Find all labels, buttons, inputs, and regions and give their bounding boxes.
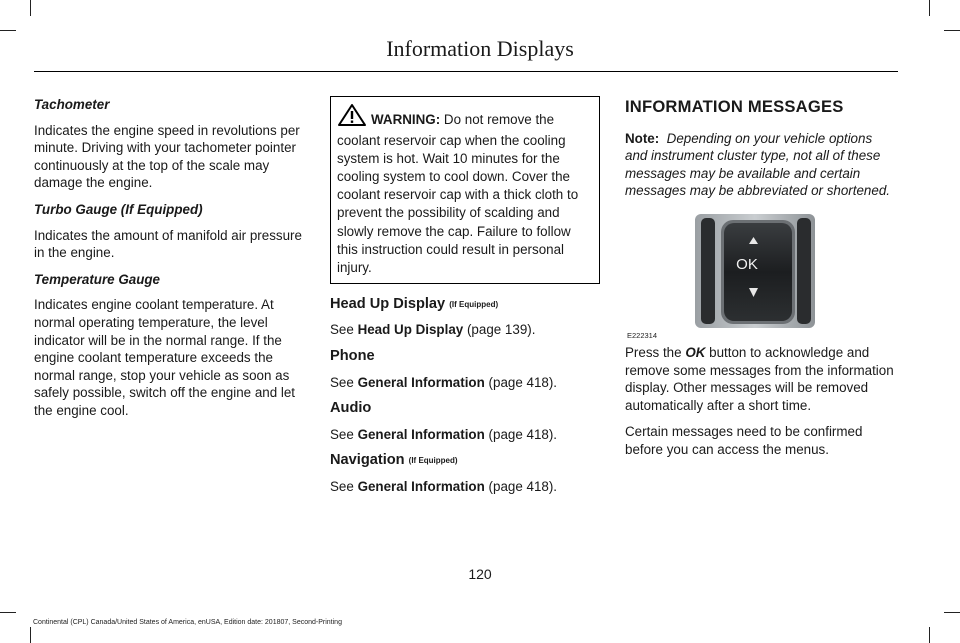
warning-box xyxy=(330,96,600,284)
turbo-text: Indicates the amount of manifold air pressure in the engine. xyxy=(34,227,302,261)
temperature-text: Indicates engine coolant temperature. At normal operating temperature, the level indicator will be in the normal range. If the engine coolant temperature exceeds the normal range, stop your vehicle as soon as safely possible, switch off the engine and let the engine cool. xyxy=(34,297,296,418)
footer-edition-info: Continental (CPL) Canada/United States of America, enUSA, Edition date: 201807, Second-Printing xyxy=(33,619,342,626)
right-column xyxy=(625,96,897,468)
note xyxy=(625,130,897,200)
header-divider xyxy=(34,71,898,72)
page-number: 120 xyxy=(468,566,492,582)
ok-button-label: OK xyxy=(736,255,758,273)
phone-heading: Phone xyxy=(330,348,375,365)
navigation-qualifier: (If Equipped) xyxy=(408,456,458,466)
crop-mark xyxy=(929,627,930,643)
figure-code: E222314 xyxy=(627,330,658,340)
warning-label: WARNING: xyxy=(371,112,441,127)
page-title: Information Displays xyxy=(386,36,574,61)
hud-link[interactable]: Head Up Display xyxy=(357,322,464,338)
middle-column xyxy=(330,96,600,505)
audio-link[interactable]: General Information xyxy=(357,426,485,442)
hud-qualifier: (If Equipped) xyxy=(449,299,499,309)
left-column xyxy=(34,96,306,429)
crop-mark xyxy=(30,0,31,16)
hud-reference: See Head Up Display (page 139). xyxy=(330,322,536,338)
tachometer-heading: Tachometer xyxy=(34,97,110,112)
steering-ok-button-illustration xyxy=(695,214,815,328)
navigation-link[interactable]: General Information xyxy=(357,479,485,494)
navigation-heading: Navigation (If Equipped) xyxy=(330,452,458,469)
temperature-heading: Temperature Gauge xyxy=(34,271,161,287)
note-text: Depending on your vehicle options and instrument cluster type, not all of these messages may be available and certain messages may be abbreviated or shortened. xyxy=(625,130,890,199)
confirm-text: Certain messages need to be confirmed before you can access the menus. xyxy=(625,424,863,457)
crop-mark xyxy=(929,0,930,16)
hud-heading: Head Up Display (If Equipped) xyxy=(330,295,499,312)
information-messages-heading: INFORMATION MESSAGES xyxy=(625,97,844,116)
audio-heading: Audio xyxy=(330,400,372,417)
ok-instruction-text: Press the OK button to acknowledge and remove some messages from the information display. Other messages will be removed automatically after a short time. xyxy=(625,344,894,413)
turbo-heading: Turbo Gauge (If Equipped) xyxy=(34,201,203,217)
crop-mark xyxy=(0,30,16,31)
phone-link[interactable]: General Information xyxy=(357,374,485,390)
phone-reference: See General Information (page 418). xyxy=(330,374,558,390)
crop-mark xyxy=(30,627,31,643)
tachometer-text: Indicates the engine speed in revolutions per minute. Driving with your tachometer pointer continuously at the top of the scale may damage the engine. xyxy=(34,122,300,191)
ok-button-figure xyxy=(625,210,897,338)
warning-text: Do not remove the coolant reservoir cap when the cooling system is hot. Wait 10 minutes for the cooling system to cool down. Cover the coolant reservoir cap with a thick cloth to prevent the possibility of scalding and slowly remove the cap. Failure to follow this instruction could result in personal injury. xyxy=(337,112,579,275)
audio-reference: See General Information (page 418). xyxy=(330,426,558,442)
note-label: Note: xyxy=(625,130,660,146)
crop-mark xyxy=(944,30,960,31)
ok-inline-label: OK xyxy=(685,344,706,360)
crop-mark xyxy=(0,612,16,613)
crop-mark xyxy=(944,612,960,613)
warning-triangle-icon xyxy=(337,103,367,132)
navigation-reference: See General Information (page 418). xyxy=(330,479,558,494)
